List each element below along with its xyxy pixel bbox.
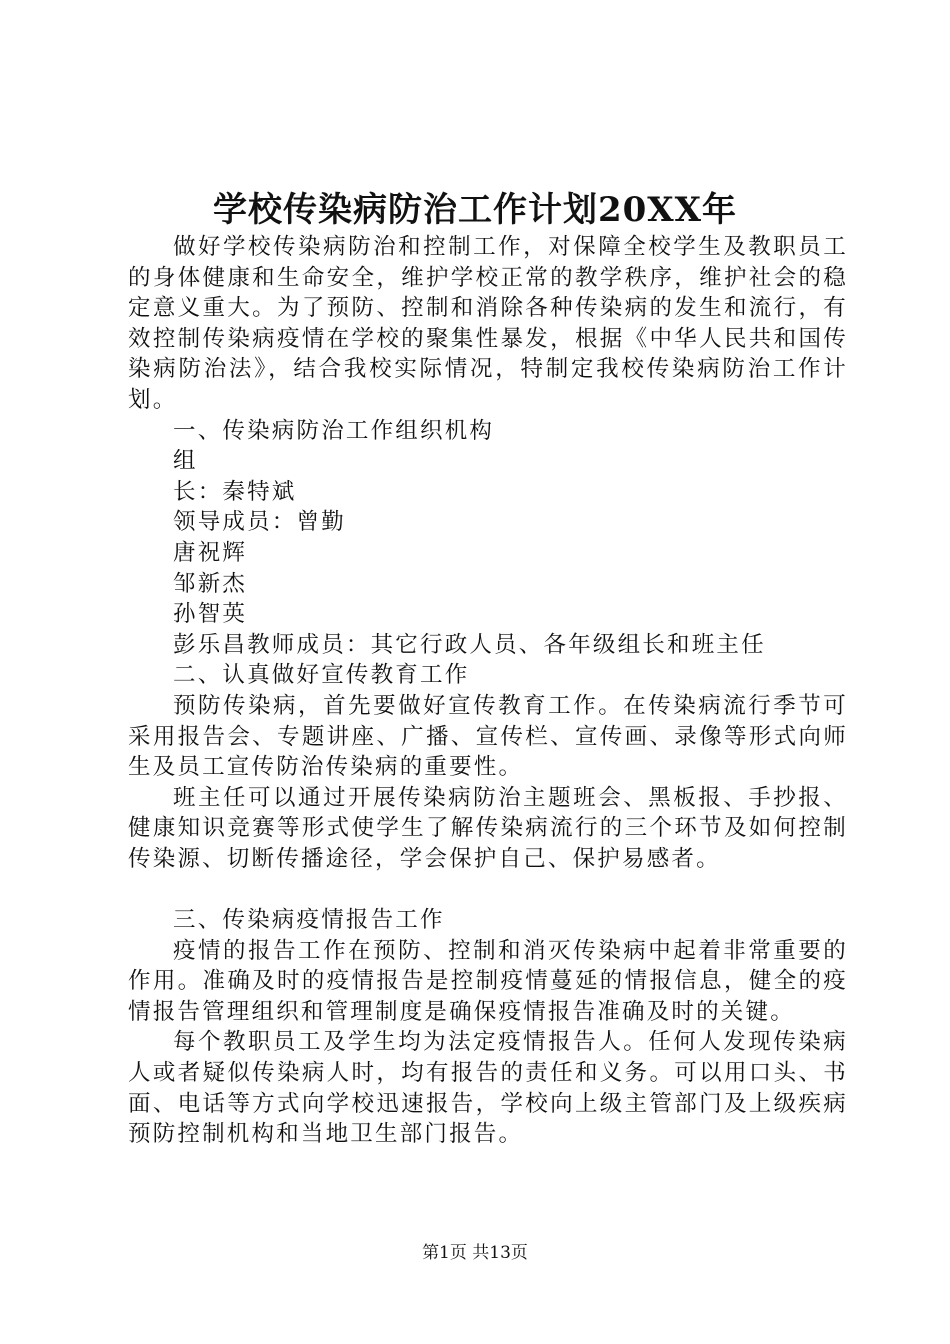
org-line: 长：秦特斌 bbox=[173, 478, 297, 505]
org-line: 孙智英 bbox=[173, 601, 248, 628]
org-line: 邹新杰 bbox=[173, 570, 248, 597]
intro-paragraph: 做好学校传染病防治和控制工作，对保障全校学生及教职员工的身体健康和生命安全，维护学校正常的教学秩序，维护社会的稳定意义重大。为了预防、控制和消除各种传染病的发生和流行，有效控制传染病疫情在学校的聚集性暴发，根据《中华人民共和国传染病防治法》，结合我校实际情况，特制定我校传染病防治工作计划。 bbox=[128, 234, 848, 413]
section-2-paragraph: 班主任可以通过开展传染病防治主题班会、黑板报、手抄报、健康知识竞赛等形式使学生了解传染病流行的三个环节及如何控制传染源、切断传播途径，学会保护自己、保护易感者。 bbox=[128, 784, 848, 872]
section-3-paragraph: 每个教职员工及学生均为法定疫情报告人。任何人发现传染病人或者疑似传染病人时，均有报告的责任和义务。可以用口头、书面、电话等方式向学校迅速报告，学校向上级主管部门及上级疾病预防控制机构和当地卫生部门报告。 bbox=[128, 1029, 848, 1148]
document-body bbox=[128, 232, 848, 1150]
org-line: 唐祝辉 bbox=[173, 539, 248, 566]
blank-line bbox=[128, 874, 848, 905]
org-line: 组 bbox=[173, 448, 198, 475]
org-line: 彭乐昌教师成员：其它行政人员、各年级组长和班主任 bbox=[173, 631, 766, 658]
section-1-heading: 一、传染病防治工作组织机构 bbox=[173, 417, 495, 444]
document-title: 学校传染病防治工作计划20XX年 bbox=[212, 190, 738, 230]
section-2-heading: 二、认真做好宣传教育工作 bbox=[173, 662, 470, 689]
org-line: 领导成员：曾勤 bbox=[173, 509, 346, 536]
page-footer: 第1页 共13页 bbox=[422, 1243, 528, 1263]
section-3-paragraph: 疫情的报告工作在预防、控制和消灭传染病中起着非常重要的作用。准确及时的疫情报告是控制疫情蔓延的情报信息，健全的疫情报告管理组织和管理制度是确保疫情报告准确及时的关键。 bbox=[128, 937, 848, 1025]
section-2-paragraph: 预防传染病，首先要做好宣传教育工作。在传染病流行季节可采用报告会、专题讲座、广播、宣传栏、宣传画、录像等形式向师生及员工宣传防治传染病的重要性。 bbox=[128, 692, 848, 781]
section-3-heading: 三、传染病疫情报告工作 bbox=[173, 907, 445, 934]
